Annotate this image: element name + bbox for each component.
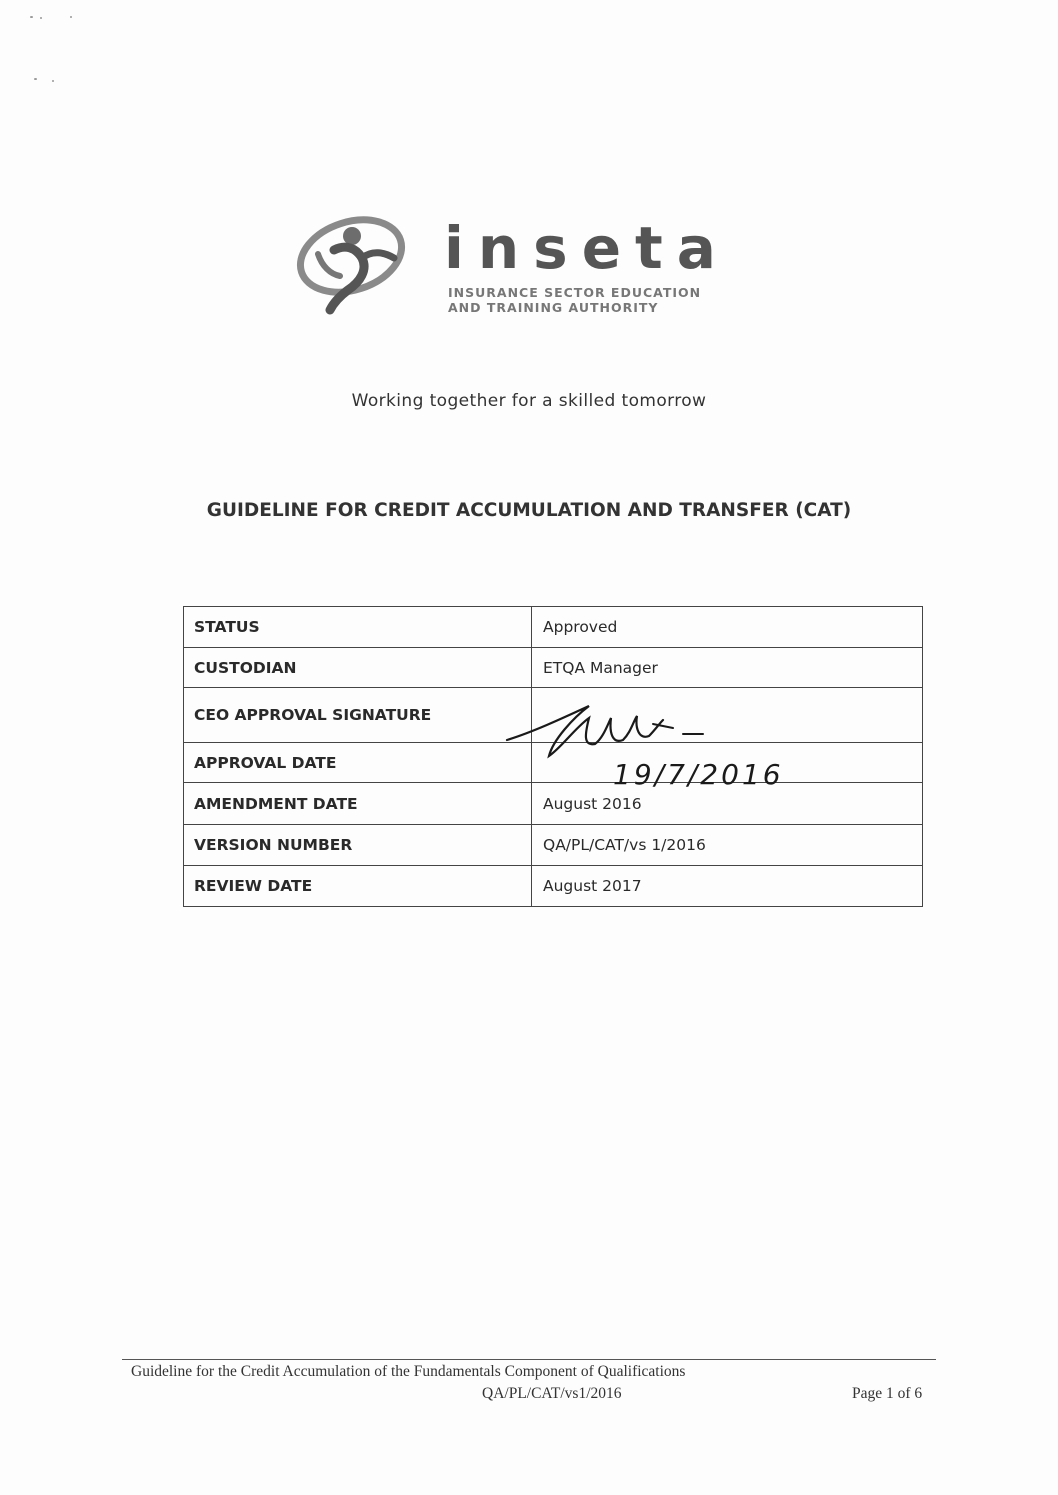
status-label: STATUS <box>183 606 531 648</box>
document-title: GUIDELINE FOR CREDIT ACCUMULATION AND TRANSFER (CAT) <box>206 500 852 521</box>
custodian-label: CUSTODIAN <box>183 648 531 688</box>
footer-document-description: Guideline for the Credit Accumulation of the Fundamentals Component of Qualifications <box>131 1363 686 1380</box>
review-date-label: REVIEW DATE <box>183 866 531 907</box>
amendment-date-label: AMENDMENT DATE <box>183 783 531 825</box>
status-value: Approved <box>531 606 923 648</box>
inseta-logo <box>296 214 736 324</box>
approval-date-value <box>531 743 923 783</box>
version-number-value: QA/PL/CAT/vs 1/2016 <box>531 825 923 866</box>
tagline: Working together for a skilled tomorrow <box>351 391 707 411</box>
approval-date-handwritten: 19/7/2016 <box>613 758 784 791</box>
table-row-review-date <box>183 866 923 907</box>
inseta-wordmark: inseta <box>444 214 730 282</box>
table-row-version-number <box>183 825 923 866</box>
footer-document-code: QA/PL/CAT/vs1/2016 <box>482 1385 622 1402</box>
scan-speck <box>52 80 54 82</box>
table-row-approval-date <box>183 743 923 783</box>
table-row-custodian <box>183 648 923 688</box>
amendment-date-value: August 2016 <box>531 783 923 825</box>
approval-date-label: APPROVAL DATE <box>183 743 531 783</box>
custodian-value: ETQA Manager <box>531 648 923 688</box>
scan-speck <box>34 78 37 80</box>
table-row-status <box>183 606 923 648</box>
footer-page-number: Page 1 of 6 <box>852 1385 923 1402</box>
ceo-signature-value <box>531 688 923 743</box>
document-details-table <box>183 606 923 907</box>
inseta-subtitle-line2: AND TRAINING AUTHORITY <box>448 300 659 315</box>
scan-speck <box>70 16 72 18</box>
inseta-emblem-icon <box>296 214 416 314</box>
ceo-signature-label: CEO APPROVAL SIGNATURE <box>183 688 531 743</box>
table-row-ceo-signature <box>183 688 923 743</box>
inseta-subtitle-line1: INSURANCE SECTOR EDUCATION <box>448 285 702 300</box>
review-date-value: August 2017 <box>531 866 923 907</box>
scan-speck <box>40 17 42 19</box>
inseta-subtitle <box>448 285 701 315</box>
version-number-label: VERSION NUMBER <box>183 825 531 866</box>
footer-divider <box>122 1359 936 1360</box>
scan-speck <box>30 16 33 18</box>
table-row-amendment-date <box>183 783 923 825</box>
